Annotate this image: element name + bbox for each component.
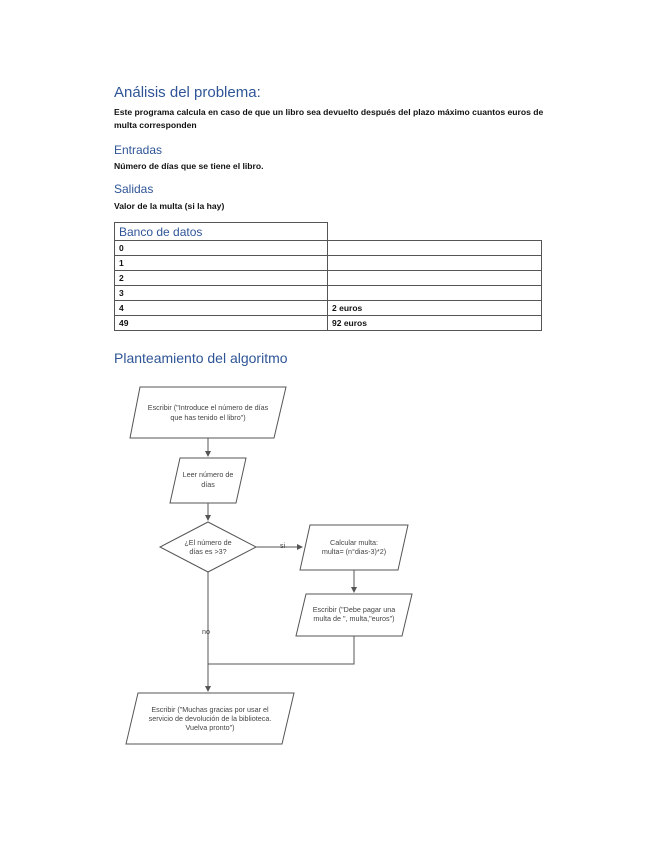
flow-step-5-line-1: Escribir ("Muchas gracias por usar el — [151, 705, 269, 714]
table-cell-day: 1 — [115, 256, 328, 271]
analysis-title: Análisis del problema: — [114, 84, 261, 101]
algorithm-title: Planteamiento del algoritmo — [114, 350, 288, 366]
inputs-title: Entradas — [114, 143, 163, 157]
table-cell-fine: 2 euros — [328, 301, 542, 316]
flow-step-3-line-2: multa= (n°dias-3)*2) — [321, 547, 387, 556]
table-cell-fine: 92 euros — [328, 316, 542, 331]
flow-step-2-line-2: días — [201, 480, 215, 489]
flow-step-1-line-2: que has tenido el libro") — [170, 413, 246, 422]
table-cell-day: 2 — [115, 271, 328, 286]
connector-return — [208, 636, 354, 664]
flow-step-5-line-3: Vuelva pronto") — [185, 723, 235, 732]
flow-step-4-line-1: Escribir ("Debe pagar una — [312, 605, 396, 614]
inputs-text: Número de días que se tiene el libro. — [114, 161, 264, 171]
flow-decision-line-2: días es >3? — [189, 547, 227, 556]
flow-step-5-line-2: servicio de devolución de la biblioteca. — [148, 714, 272, 723]
yes-label: si — [280, 541, 286, 550]
analysis-text: Este programa calcula en caso de que un libro sea devuelto después del plazo máximo cuantos euros de multa corresponden — [114, 107, 544, 130]
flow-step-3-line-1: Calcular multa: — [330, 538, 378, 547]
table-cell-day: 4 — [115, 301, 328, 316]
no-label: no — [202, 627, 210, 636]
flow-decision-line-1: ¿El número de — [184, 538, 232, 547]
outputs-title: Salidas — [114, 182, 154, 196]
table-cell-day: 49 — [115, 316, 328, 331]
table-header: Banco de datos — [115, 223, 328, 241]
table-cell-day: 3 — [115, 286, 328, 301]
flow-step-2-line-1: Leer número de — [182, 470, 234, 479]
outputs-text: Valor de la multa (si la hay) — [114, 201, 225, 211]
table-cell-day: 0 — [115, 241, 328, 256]
flow-step-1-line-1: Escribir ("Introduce el número de días — [147, 403, 269, 412]
flow-step-4-line-2: multa de ", multa,"euros") — [313, 614, 395, 623]
